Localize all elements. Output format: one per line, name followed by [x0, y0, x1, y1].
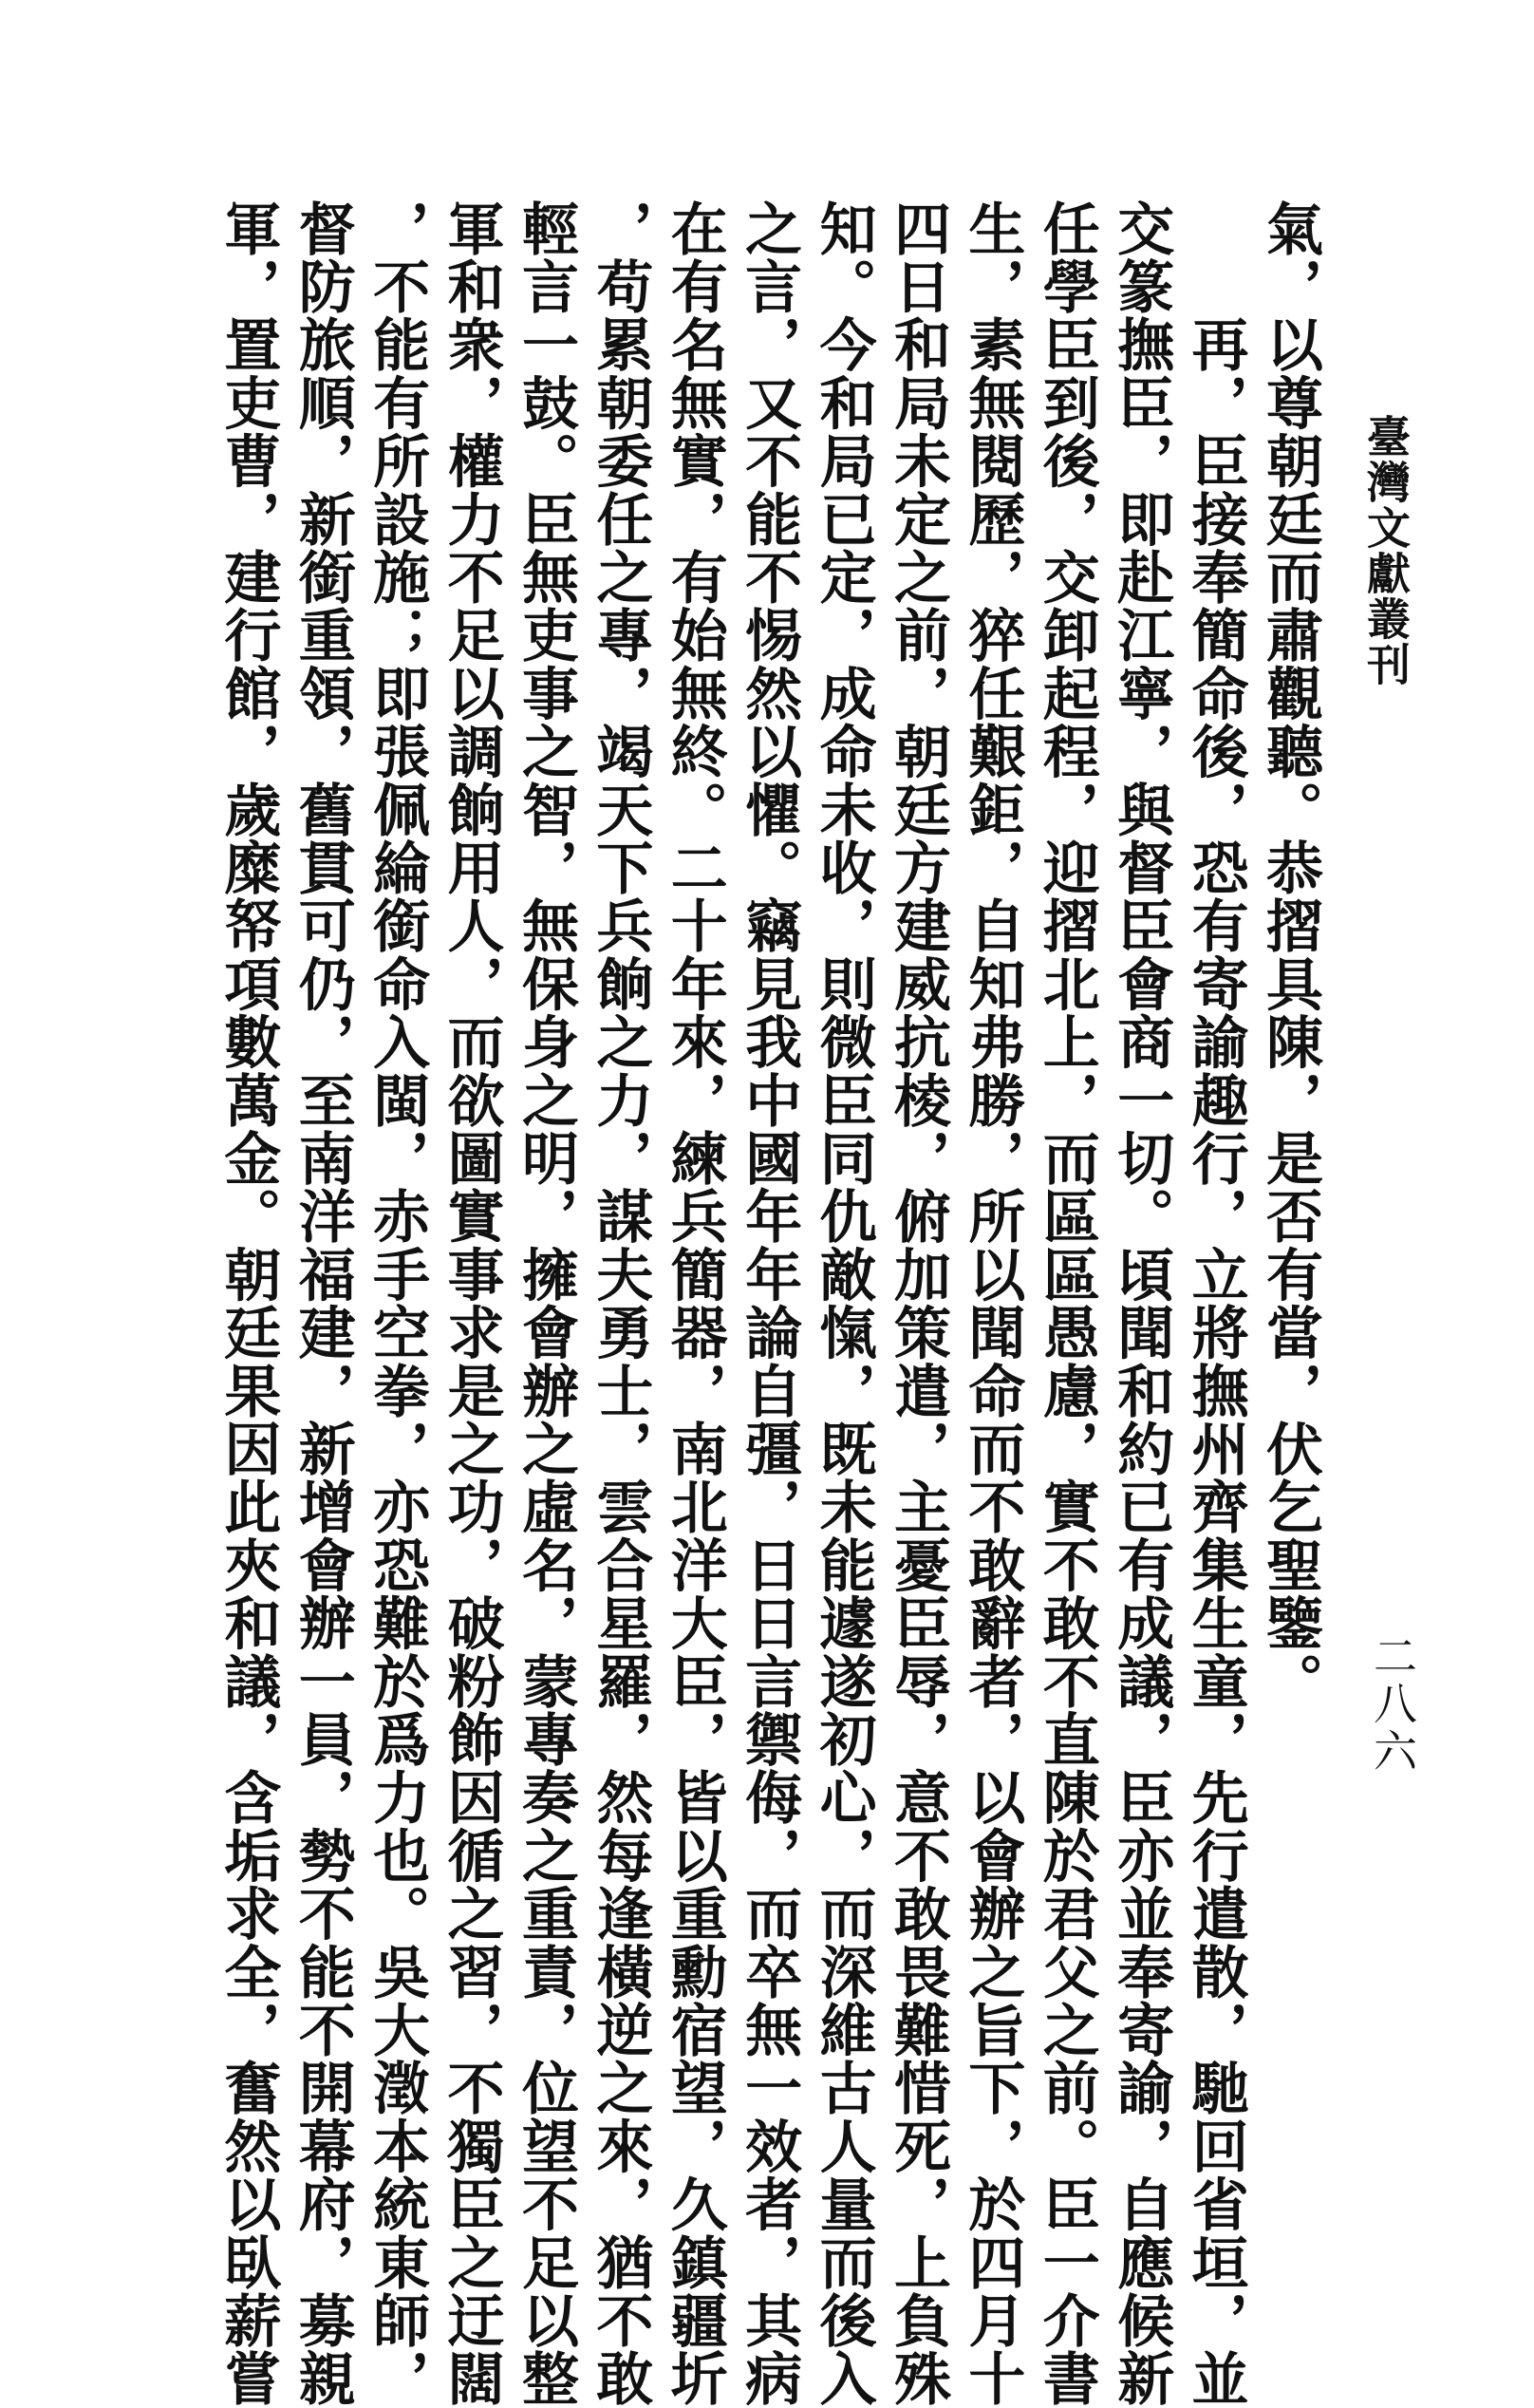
text-column: 軍和衆，權力不足以調餉用人，而欲圖實事求是之功，破粉飾因循之習，不獨臣之迂闊 — [438, 199, 505, 2408]
running-head: 臺灣文獻叢刊 — [1360, 414, 1412, 687]
page-number: 二八六 — [1367, 1633, 1418, 1776]
text-column: ，不能有所設施；即張佩綸銜命入閩，赤手空拳，亦恐難於爲力也。吳大澂本統東師， — [364, 199, 431, 2408]
text-column: 任學臣到後，交卸起程，迎摺北上，而區區愚慮，實不敢不直陳於君父之前。臣一介書 — [1033, 199, 1100, 2408]
text-column: ，苟累朝委任之專，竭天下兵餉之力，謀夫勇士，雲合星羅，然每逢橫逆之來，猶不敢 — [587, 199, 654, 2408]
text-column: 再，臣接奉簡命後，恐有寄諭趣行，立將撫州齊集生童，先行遣散，馳回省垣，並 — [1182, 199, 1249, 2408]
text-column: 在有名無實，有始無終。二十年來，練兵簡器，南北洋大臣，皆以重勳宿望，久鎮疆圻 — [661, 199, 728, 2408]
text-column: 之言，又不能不惕然以懼。竊見我中國年年論自彊，日日言禦侮，而卒無一效者，其病 — [736, 199, 803, 2408]
text-column: 軍，置吏曹，建行館，歲糜帑項數萬金。朝廷果因此夾和議，含垢求全，奮然以臥薪嘗 — [215, 199, 282, 2408]
text-column: 四日和局未定之前，朝廷方建威抗棱，俯加策遣，主憂臣辱，意不敢畏難惜死，上負殊 — [884, 199, 951, 2408]
body-text — [211, 199, 1327, 2408]
text-column: 知。今和局已定，成命未收，則微臣同仇敵愾，既未能遽遂初心，而深維古人量而後入 — [810, 199, 877, 2408]
text-column: 氣，以尊朝廷而肅觀聽。恭摺具陳，是否有當，伏乞聖鑒。 — [1257, 199, 1323, 1711]
text-column: 督防旅順，新銜重領，舊貫可仍，至南洋福建，新增會辦一員，勢不能不開幕府，募親 — [289, 199, 356, 2408]
text-column: 交篆撫臣，即赴江寧，與督臣會商一切。頃聞和約已有成議，臣亦並奉寄諭，自應候新 — [1108, 199, 1175, 2408]
text-column: 輕言一鼓。臣無吏事之智，無保身之明，擁會辦之虛名，蒙專奏之重責，位望不足以整 — [512, 199, 579, 2408]
text-column: 生，素無閱歷，猝任艱鉅，自知弗勝，所以聞命而不敢辭者，以會辦之旨下，於四月十 — [959, 199, 1026, 2408]
